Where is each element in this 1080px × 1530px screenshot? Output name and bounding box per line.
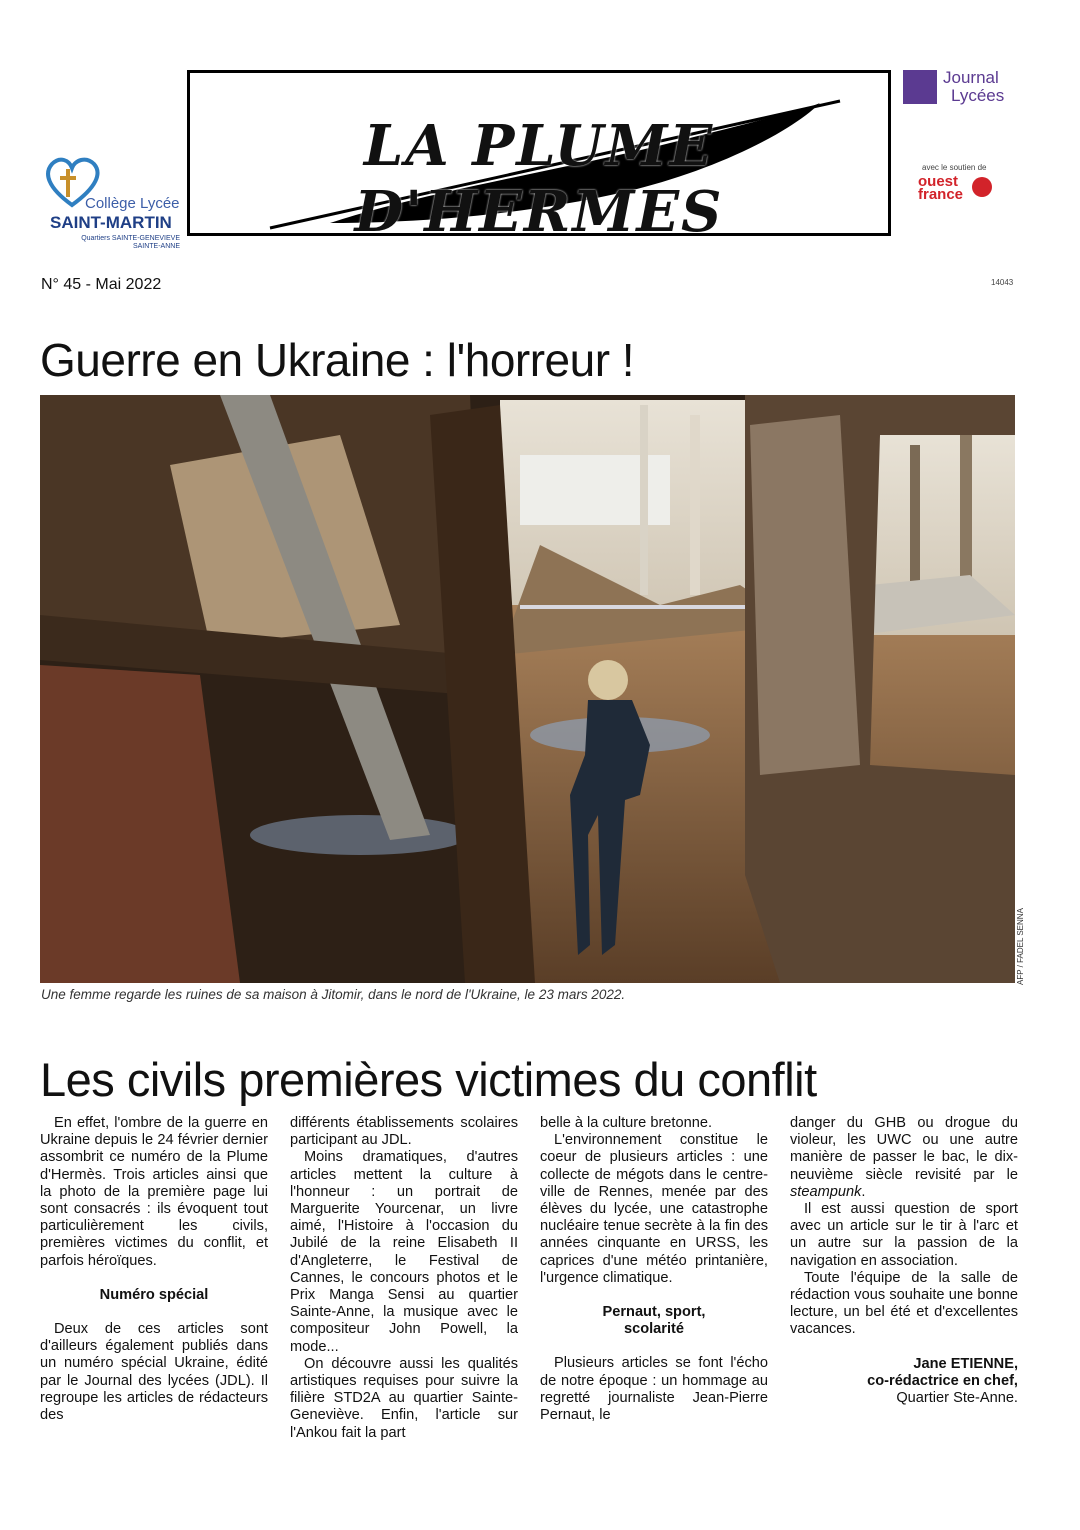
spacer: [540, 1287, 768, 1304]
paragraph: belle à la culture bretonne.: [540, 1115, 712, 1131]
article-column-1: [40, 1115, 268, 1424]
school-quarters: Quartiers SAINTE-GENEVIEVE SAINTE-ANNE: [81, 235, 180, 250]
newspaper-title: LA PLUME D'HERMES: [354, 113, 724, 236]
steampunk-word: steampunk: [790, 1183, 862, 1200]
issue-number: N° 45 - Mai 2022: [41, 276, 162, 293]
article-column-3: [540, 1115, 768, 1424]
spacer: [790, 1339, 1018, 1356]
school-name-line2: SAINT-MARTIN: [50, 213, 172, 232]
subheading-pernaut-line1: Pernaut, sport,: [602, 1304, 706, 1321]
spacer: [40, 1304, 268, 1321]
support-text: avec le soutien de: [922, 163, 987, 172]
paragraph: En effet, l'ombre de la guerre en Ukraine depuis le 24 février dernier assombrit ce numéro de la Plume d'Hermès. Trois articles ainsi que la photo de la première page lui sont consacrés : ils évoquent tout particulièrement les civils, premières victimes du conflit, et parfois héroïques.: [40, 1115, 268, 1269]
article-column-2: [290, 1115, 518, 1442]
jdl-icon: [903, 70, 937, 104]
paragraph: Deux de ces articles sont d'ailleurs également publiés dans un numéro spécial Ukraine, édité par le Journal des lycées (JDL). Il regroupe les articles de rédacteurs des: [40, 1321, 268, 1424]
photo-caption: Une femme regarde les ruines de sa maison à Jitomir, dans le nord de l'Ukraine, le 23 mars 2022.: [41, 987, 626, 1002]
school-name-line1: Collège Lycée: [85, 195, 180, 212]
signature-role: co-rédactrice en chef,: [867, 1372, 1018, 1389]
paragraph: On découvre aussi les qualités artistiques requises pour suivre la filière STD2A au quartier Sainte-Geneviève. Enfin, l'article sur l'Ankou fait la part: [290, 1355, 518, 1441]
spacer: [540, 1338, 768, 1355]
paragraph: Moins dramatiques, d'autres articles mettent la culture à l'honneur : un portrait de Marguerite Yourcenar, un livre aimé, l'Histoire à l'occasion du Jubilé de la reine Elisabeth II d'Angleterre, le Festival de Cannes, le concours photos et le Prix Manga Sensi au quartier Sainte-Anne, la musique avec le compositeur John Powell, la mode...: [290, 1149, 518, 1355]
text-span: danger du GHB ou drogue du violeur, les UWC ou une autre manière de passer le bac, le dix-neuvième siècle revisité par le: [790, 1115, 1018, 1183]
signature-name: Jane ETIENNE,: [913, 1355, 1018, 1372]
article-title: Les civils premières victimes du conflit: [40, 1053, 817, 1106]
school-logo: [40, 155, 185, 255]
signature-place: Quartier Ste-Anne.: [896, 1390, 1018, 1407]
ouest-france-logo: [918, 175, 998, 205]
cover-photo: [40, 395, 1015, 983]
journal-des-lycees-logo: [903, 68, 1023, 108]
paragraph: L'environnement constitue le coeur de plusieurs articles : une collecte de mégots dans le centre-ville de Rennes, menée par des élèves du lycée, une catastrophe nucléaire tenue secrète à la fin des années cinquante en URSS, les caprices d'une météo printanière, l'urgence climatique.: [540, 1132, 768, 1286]
paragraph: différents établissements scolaires participant au JDL.: [290, 1115, 518, 1149]
issue-code: 14043: [991, 278, 1014, 287]
ouest-france-text: ouest france: [918, 173, 964, 203]
subheading-numero-special: Numéro spécial: [99, 1286, 209, 1303]
subheading-pernaut-line2: scolarité: [623, 1321, 685, 1338]
ruined-house-photo: [40, 395, 1015, 983]
article-column-4: [790, 1115, 1018, 1407]
jdl-text-lycees: Lycées: [951, 86, 1005, 105]
paragraph: Toute l'équipe de la salle de rédaction vous souhaite une bonne lecture, un bel été et d'excellentes vacances.: [790, 1269, 1018, 1338]
ouest-france-icon: [972, 177, 992, 197]
paragraph: Il est aussi question de sport avec un article sur le tir à l'arc et un autre sur la passion de la navigation en association.: [790, 1201, 1018, 1269]
text-span: .: [861, 1183, 866, 1200]
spacer: [40, 1270, 268, 1287]
jdl-text-journal: Journal: [943, 68, 999, 87]
masthead: [187, 70, 891, 236]
paragraph: Plusieurs articles se font l'écho de notre époque : un hommage au regretté journaliste Jean-Pierre Pernaut, le: [540, 1355, 768, 1424]
main-headline: Guerre en Ukraine : l'horreur !: [40, 334, 635, 386]
photo-credit: AFP / FADEL SENNA: [1016, 908, 1025, 985]
paragraph: [790, 1115, 1018, 1201]
